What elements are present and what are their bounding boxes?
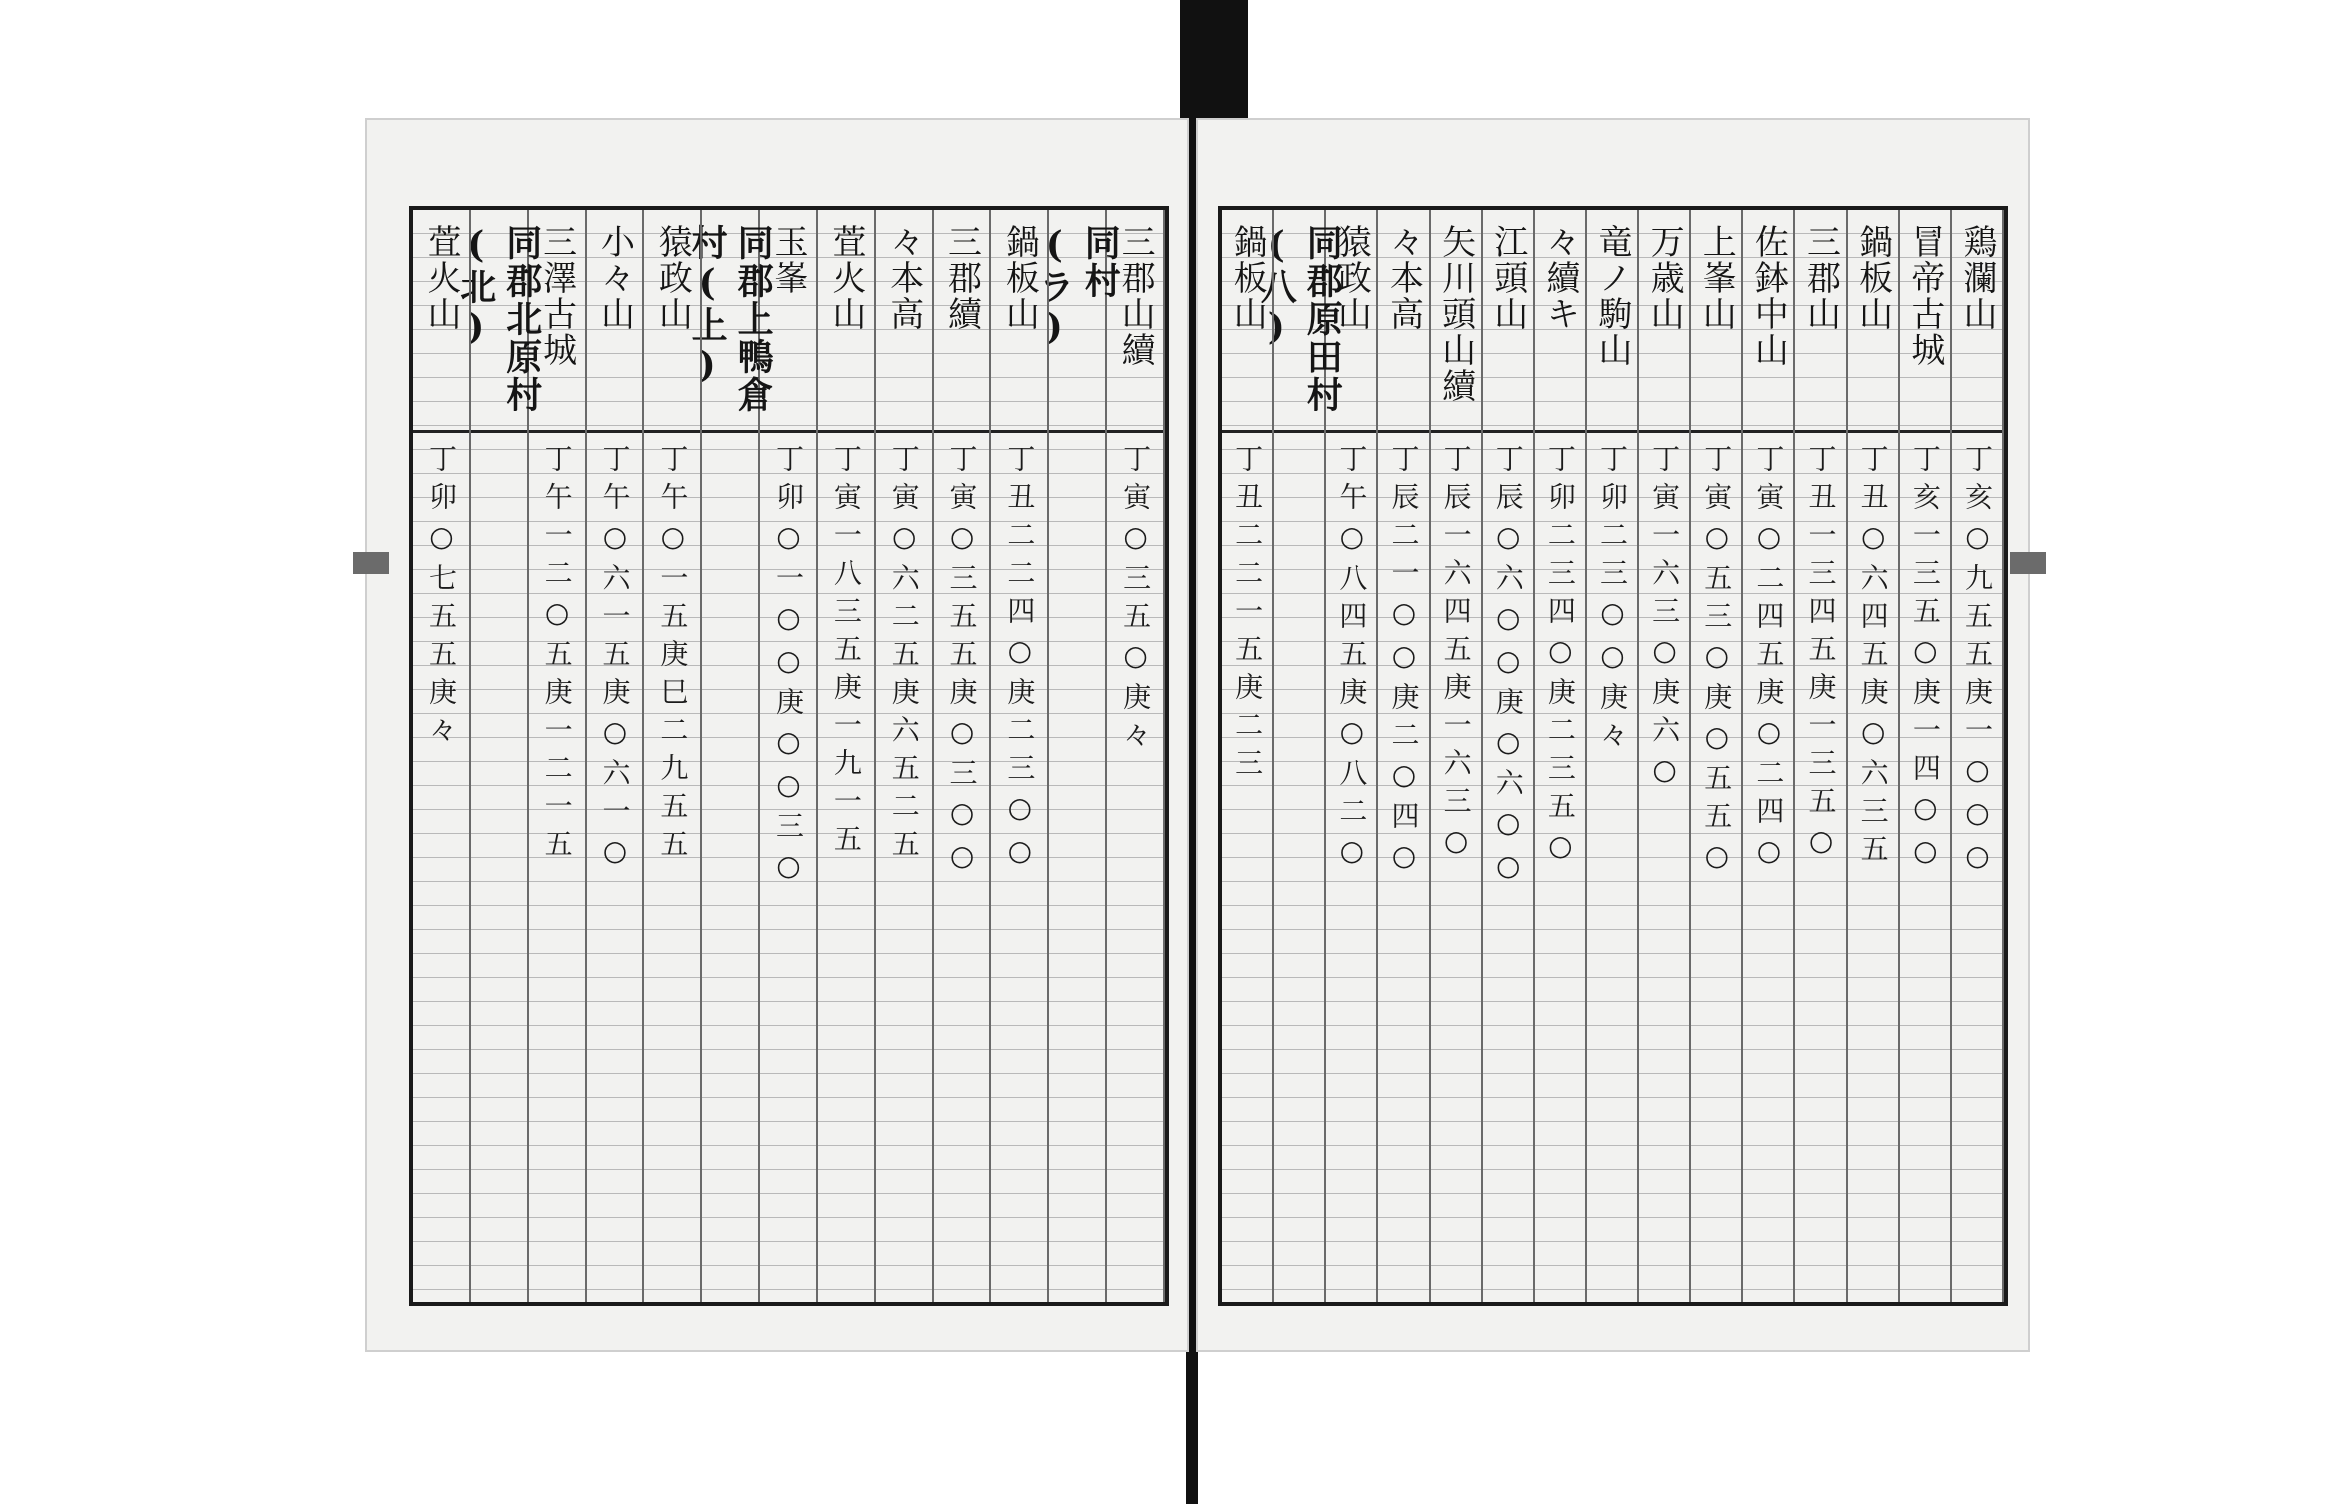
- bearing-data: 丁丑二二四○庚二三○○: [1003, 444, 1037, 877]
- table-column: [1691, 210, 1743, 1302]
- table-column: [991, 210, 1049, 1302]
- place-name: 々續キ: [1539, 224, 1580, 332]
- table-column: [1952, 210, 2004, 1302]
- bearing-data: 丁寅○六二五庚六五二五: [887, 444, 921, 867]
- table-column: [1587, 210, 1639, 1302]
- bearing-data: 丁丑○六四五庚○六三五: [1856, 444, 1890, 872]
- bearing-data: 丁午○一五庚巳二九五五: [656, 444, 690, 867]
- bearing-data: 丁辰二一○○庚二○四○: [1387, 444, 1421, 882]
- bearing-data: 丁寅一八三五庚一九一五: [829, 444, 863, 862]
- bearing-data: 丁卯二三四○庚二三五○: [1543, 444, 1577, 872]
- table-column: [644, 210, 702, 1302]
- table-column: [1639, 210, 1691, 1302]
- place-name: 上峯山: [1696, 224, 1737, 332]
- place-name: 鍋板山: [1227, 224, 1268, 332]
- table-column: [686, 210, 775, 1302]
- place-name: 猿政山: [652, 224, 693, 332]
- place-name: 同郡北原村(北): [454, 224, 543, 414]
- table-column: [1535, 210, 1587, 1302]
- table-column: [1255, 210, 1344, 1302]
- place-name: 三郡山續: [1115, 224, 1156, 368]
- bearing-data: 丁午一二○五庚一二一五: [540, 444, 574, 867]
- place-name: 冒帝古城: [1904, 224, 1945, 368]
- right-page: [1196, 118, 2030, 1352]
- bearing-data: 丁寅一六三○庚六○: [1648, 444, 1682, 796]
- table-column: [1483, 210, 1535, 1302]
- table-column: [1795, 210, 1847, 1302]
- table-column: [1431, 210, 1483, 1302]
- place-name: 萓火山: [420, 224, 461, 332]
- place-name: 猿政山: [1331, 224, 1372, 332]
- bearing-data: 丁午○六一五庚○六一○: [598, 444, 632, 877]
- table-column: [1222, 210, 1274, 1302]
- table-column: [1743, 210, 1795, 1302]
- place-name: 同郡原田村(八): [1255, 224, 1344, 414]
- bearing-data: 丁卯二三○○庚々: [1596, 444, 1630, 758]
- place-name: 々本高: [883, 224, 924, 332]
- place-name: 三澤古城: [536, 224, 577, 368]
- bearing-data: 丁亥一三五○庚一四○○: [1908, 444, 1942, 877]
- table-column: [1900, 210, 1952, 1302]
- table-column: [1033, 210, 1122, 1302]
- bearing-data: 丁亥○九五五庚一○○○: [1960, 444, 1994, 882]
- place-name: 々本高: [1383, 224, 1424, 332]
- margin-tab: [2010, 552, 2046, 574]
- table-column: [934, 210, 992, 1302]
- bearing-data: 丁卯○一○○庚○○三○: [772, 444, 806, 892]
- place-name: 鶏瀾山: [1956, 224, 1997, 332]
- bearing-data: 丁丑二二一五庚二三: [1231, 444, 1265, 786]
- place-name: 万歳山: [1644, 224, 1685, 332]
- bearing-data: 丁辰○六○○庚○六○○: [1491, 444, 1525, 892]
- place-name: 三郡續: [941, 224, 982, 332]
- place-name: 萓火山: [825, 224, 866, 332]
- bearing-data: 丁寅○三五○庚々: [1119, 444, 1153, 758]
- place-name: 玉峯: [768, 224, 809, 296]
- bearing-data: 丁寅○二四五庚○二四○: [1752, 444, 1786, 877]
- table-column: [876, 210, 934, 1302]
- table-column: [1378, 210, 1430, 1302]
- bearing-data: 丁寅○三五五庚○三○○: [945, 444, 979, 882]
- place-name: 鍋板山: [999, 224, 1040, 332]
- table-column: [818, 210, 876, 1302]
- bearing-data: 丁辰一六四五庚一六三○: [1439, 444, 1473, 867]
- bearing-data: 丁午○八四五庚○八二○: [1335, 444, 1369, 877]
- table-column: [413, 210, 471, 1302]
- bearing-data: 丁卯○七五五庚々: [424, 444, 458, 753]
- place-name: 矢川頭山續: [1435, 224, 1476, 404]
- place-name: 三郡山: [1800, 224, 1841, 332]
- bearing-data: 丁寅○五三○庚○五五○: [1700, 444, 1734, 882]
- left-table: [409, 206, 1169, 1306]
- place-name: 同郡上鴨倉村(上): [686, 224, 775, 414]
- place-name: 鍋板山: [1852, 224, 1893, 332]
- table-column: [587, 210, 645, 1302]
- place-name: 佐鉢中山: [1748, 224, 1789, 368]
- table-column: [454, 210, 543, 1302]
- place-name: 同村(ラ): [1033, 224, 1122, 350]
- table-column: [1848, 210, 1900, 1302]
- margin-tab: [353, 552, 389, 574]
- left-page: [365, 118, 1189, 1352]
- bearing-data: 丁丑一三四五庚一三五○: [1804, 444, 1838, 867]
- place-name: 小々山: [594, 224, 635, 332]
- right-table: [1218, 206, 2008, 1306]
- place-name: 竜ノ駒山: [1592, 224, 1633, 368]
- place-name: 江頭山: [1487, 224, 1528, 332]
